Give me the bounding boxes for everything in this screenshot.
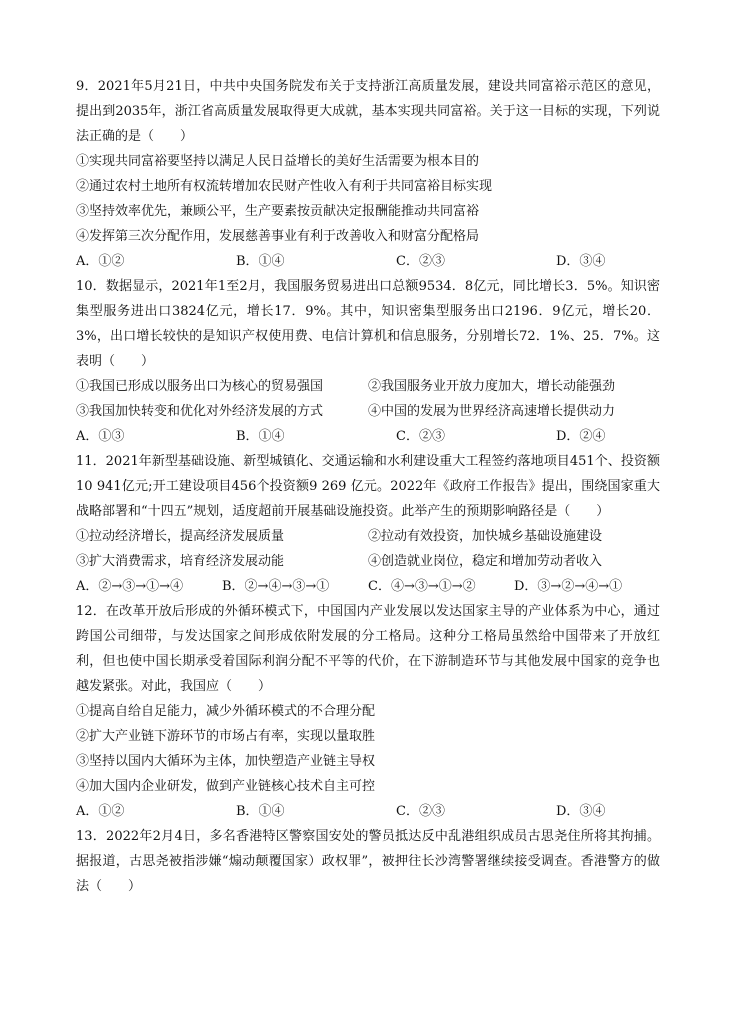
question-11-stem: 11．2021年新型基础设施、新型城镇化、交通运输和水利建设重大工程签约落地项目451个、投资额10 941亿元;开工建设项目456个投资额9 269 亿元。2022年《政府工作报告》提出，围绕国家重大战略部署和“十四五”规划，适度超前开展基础设施投资。此举产生的预期影响路径是（ ） bbox=[76, 454, 660, 519]
question-11-options-row-1 bbox=[76, 524, 660, 549]
question-12-option-1: ①提高自给自足能力，减少外循环模式的不合理分配 bbox=[76, 704, 376, 719]
question-10-choice-c: C．②③ bbox=[396, 429, 445, 444]
question-list bbox=[76, 74, 660, 899]
question-10-option-4: ④中国的发展为世界经济高速增长提供动力 bbox=[368, 404, 616, 419]
question-11-options-row-2 bbox=[76, 549, 660, 574]
question-10-option-1: ①我国已形成以服务出口为核心的贸易强国 bbox=[76, 379, 324, 394]
question-10 bbox=[76, 274, 660, 449]
question-12-stem: 12．在改革开放后形成的外循环模式下，中国国内产业发展以发达国家主导的产业体系为中心，通过跨国公司细带，与发达国家之间形成依附发展的分工格局。这种分工格局虽然给中国带来了开放红利，但也使中国长期承受着国际利润分配不平等的代价，在下游制造环节与其他发展中国家的竞争也越发紧张。对此，我国应（ ） bbox=[76, 604, 660, 694]
question-12-choice-a: A．①② bbox=[76, 804, 125, 819]
question-10-option-2: ②我国服务业开放力度加大，增长动能强劲 bbox=[368, 379, 616, 394]
question-10-choice-a: A．①③ bbox=[76, 429, 125, 444]
question-11-option-1: ①拉动经济增长，提高经济发展质量 bbox=[76, 529, 285, 544]
question-13-stem: 13．2022年2月4日，多名香港特区警察国安处的警员抵达反中乱港组织成员古思尧住所将其拘捕。据报道，古思尧被指涉嫌“煽动颠覆国家）政权罪”，被押往长沙湾警署继续接受调查。香港警方的做法（ ） bbox=[76, 829, 660, 894]
question-9 bbox=[76, 74, 660, 274]
question-9-option-1: ①实现共同富裕要坚持以满足人民日益增长的美好生活需要为根本目的 bbox=[76, 154, 480, 169]
question-12-option-3: ③坚持以国内大循环为主体，加快塑造产业链主导权 bbox=[76, 754, 376, 769]
question-10-options-row-1 bbox=[76, 374, 660, 399]
question-9-option-2: ②通过农村土地所有权流转增加农民财产性收入有利于共同富裕目标实现 bbox=[76, 179, 493, 194]
question-11-choice-c: C．④→③→①→② bbox=[368, 579, 476, 594]
question-12-choice-b: B．①④ bbox=[236, 804, 285, 819]
question-9-choice-c: C．②③ bbox=[396, 254, 445, 269]
question-11-choice-b: B．②→④→③→① bbox=[222, 579, 330, 594]
question-9-option-3: ③坚持效率优先，兼顾公平，生产要素按贡献决定报酬能推动共同富裕 bbox=[76, 204, 480, 219]
question-12-choice-c: C．②③ bbox=[396, 804, 445, 819]
question-11-option-2: ②拉动有效投资，加快城乡基础设施建设 bbox=[368, 529, 603, 544]
question-11-choice-a: A．②→③→①→④ bbox=[76, 579, 184, 594]
question-12-choice-d: D．③④ bbox=[556, 804, 606, 819]
question-11-choice-d: D．③→②→④→① bbox=[514, 579, 623, 594]
question-12-choices bbox=[76, 799, 660, 824]
question-12 bbox=[76, 599, 660, 824]
question-10-choices bbox=[76, 424, 660, 449]
question-10-options-row-2 bbox=[76, 399, 660, 424]
question-9-choice-a: A．①② bbox=[76, 254, 125, 269]
question-12-option-2: ②扩大产业链下游环节的市场占有率，实现以量取胜 bbox=[76, 729, 376, 744]
question-11-choices bbox=[76, 574, 660, 599]
question-9-choice-b: B．①④ bbox=[236, 254, 285, 269]
question-12-option-4: ④加大国内企业研发，做到产业链核心技术自主可控 bbox=[76, 779, 376, 794]
question-9-choice-d: D．③④ bbox=[556, 254, 606, 269]
question-11-option-3: ③扩大消费需求，培育经济发展动能 bbox=[76, 554, 285, 569]
question-10-choice-d: D．②④ bbox=[556, 429, 606, 444]
question-10-stem: 10．数据显示，2021年1至2月，我国服务贸易进出口总额9534．8亿元，同比增长3．5%。知识密集型服务进出口3824亿元，增长17．9%。其中，知识密集型服务出口2196．9亿元，增长20．3%，出口增长较快的是知识产权使用费、电信计算机和信息服务，分别增长72．1%、25．7%。这表明（ ） bbox=[76, 279, 660, 369]
question-10-option-3: ③我国加快转变和优化对外经济发展的方式 bbox=[76, 404, 324, 419]
question-9-option-4: ④发挥第三次分配作用，发展慈善事业有利于改善收入和财富分配格局 bbox=[76, 229, 480, 244]
question-9-stem: 9．2021年5月21日，中共中央国务院发布关于支持浙江高质量发展，建设共同富裕示范区的意见，提出到2035年，浙江省高质量发展取得更大成就，基本实现共同富裕。关于这一目标的实现，下列说法正确的是（ ） bbox=[76, 79, 660, 144]
question-10-choice-b: B．①④ bbox=[236, 429, 285, 444]
question-9-choices bbox=[76, 249, 660, 274]
question-11-option-4: ④创造就业岗位，稳定和增加劳动者收入 bbox=[368, 554, 603, 569]
question-13 bbox=[76, 824, 660, 899]
question-11 bbox=[76, 449, 660, 599]
